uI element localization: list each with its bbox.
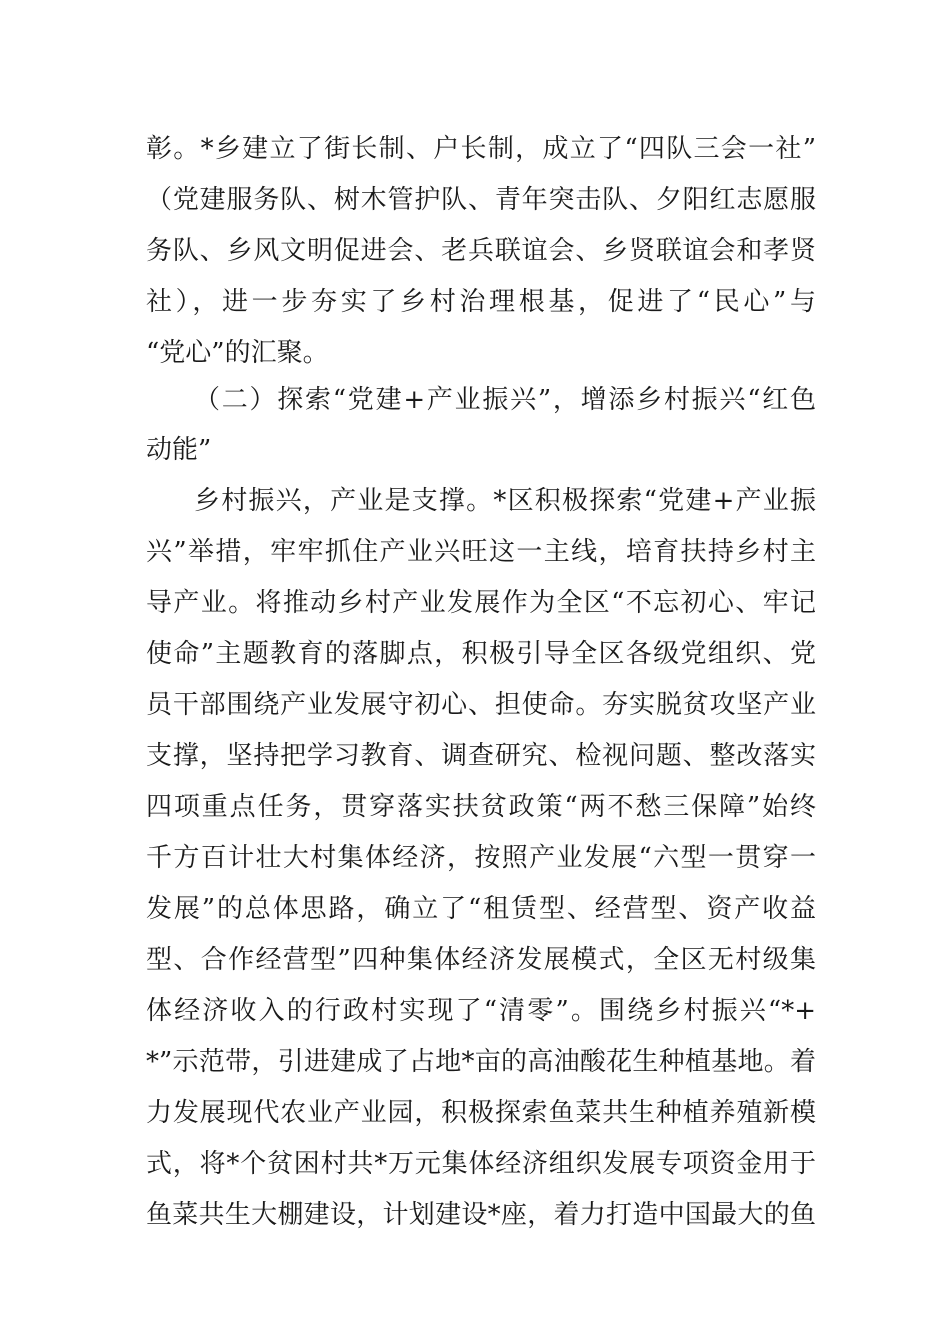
text-line: “党心”的汇聚。: [146, 338, 329, 368]
text-line: 员干部围绕产业发展守初心、担使命。夯实脱贫攻坚产业: [146, 690, 816, 720]
text-line: 使命”主题教育的落脚点，积极引导全区各级党组织、党: [146, 639, 816, 669]
text-line: 彰。*乡建立了街长制、户长制，成立了“四队三会一社”: [146, 134, 816, 164]
text-line: *”示范带，引进建成了占地*亩的高油酸花生种植基地。着: [146, 1047, 816, 1077]
text-line: 乡村振兴，产业是支撑。*区积极探索“党建+产业振: [194, 486, 816, 516]
text-line: 社），进一步夯实了乡村治理根基，促进了“民心”与: [146, 287, 816, 317]
text-line: 四项重点任务，贯穿落实扶贫政策“两不愁三保障”始终: [146, 792, 816, 822]
text-line: 发展”的总体思路，确立了“租赁型、经营型、资产收益: [146, 894, 816, 924]
text-line: 务队、乡风文明促进会、老兵联谊会、乡贤联谊会和孝贤: [146, 236, 816, 266]
text-line: 支撑，坚持把学习教育、调查研究、检视问题、整改落实: [146, 741, 816, 771]
text-line: 力发展现代农业产业园，积极探索鱼菜共生种植养殖新模: [146, 1098, 816, 1128]
text-line: 式，将*个贫困村共*万元集体经济组织发展专项资金用于: [146, 1149, 816, 1179]
text-line: 型、合作经营型”四种集体经济发展模式，全区无村级集: [146, 945, 816, 975]
text-line: 导产业。将推动乡村产业发展作为全区“不忘初心、牢记: [146, 588, 816, 618]
section-heading-cont: 动能”: [146, 435, 212, 465]
text-line: 千方百计壮大村集体经济，按照产业发展“六型一贯穿一: [146, 843, 816, 873]
text-line: 体经济收入的行政村实现了“清零”。围绕乡村振兴“*+: [146, 996, 816, 1026]
section-heading: （二）探索“党建+产业振兴”，增添乡村振兴“红色: [194, 385, 816, 415]
text-line: 鱼菜共生大棚建设，计划建设*座，着力打造中国最大的鱼: [146, 1200, 816, 1230]
text-line: （党建服务队、树木管护队、青年突击队、夕阳红志愿服: [146, 185, 816, 215]
text-line: 兴”举措，牢牢抓住产业兴旺这一主线，培育扶持乡村主: [146, 537, 816, 567]
